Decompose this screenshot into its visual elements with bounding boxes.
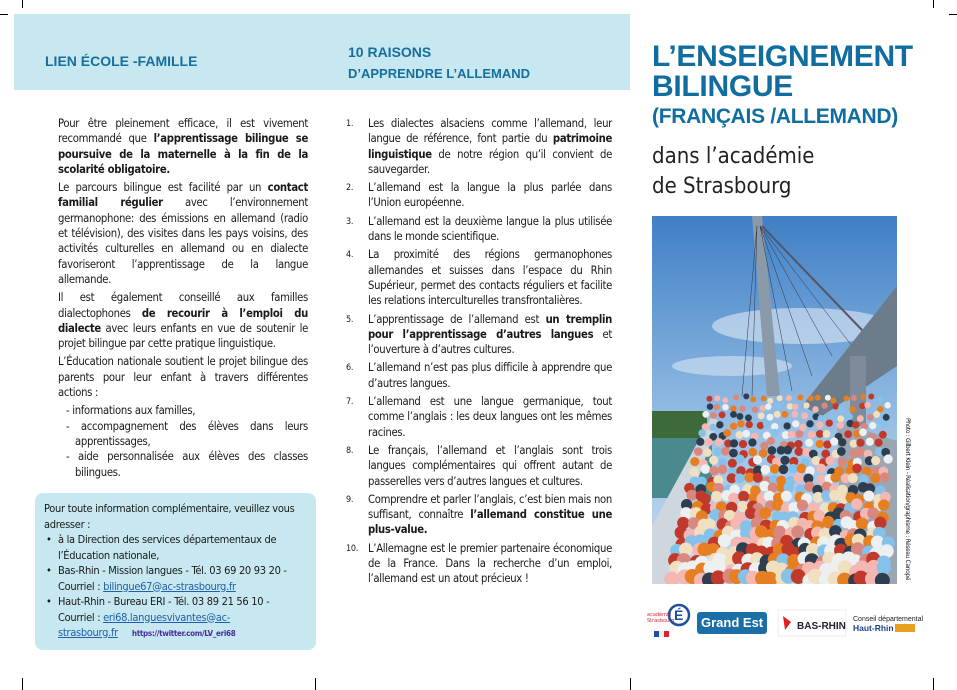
crowd-figure xyxy=(788,431,796,439)
paragraph-3: Il est également conseillé aux familles dialectophones de recourir à l’emploi du dialecte avec leurs enfants en vue de soutenir le projet bilingue par cette pratique linguistique. xyxy=(58,291,308,351)
crowd-figure xyxy=(759,507,771,519)
crowd-figure xyxy=(748,438,756,446)
crowd-figure xyxy=(786,395,792,401)
svg-text:BAS-RHIN: BAS-RHIN xyxy=(797,621,846,632)
crowd-figure xyxy=(859,428,867,436)
crowd-figure xyxy=(805,439,813,447)
crowd-figure xyxy=(728,493,739,504)
crop-mark xyxy=(630,678,631,690)
reason-item: 5. L’apprentissage de l’allemand est un tremplin pour l’apprentissage d’autres langues et l’ouverture à d’autres cultures. xyxy=(346,312,613,357)
crowd-figure xyxy=(863,491,874,502)
reason-item: 3. L’allemand est la deuxième langue la plus utilisée dans le monde scientifique. xyxy=(346,214,612,244)
crowd-figure xyxy=(788,464,798,474)
crowd-figure xyxy=(843,395,849,401)
crowd-figure xyxy=(735,473,745,483)
crowd-figure xyxy=(783,422,790,429)
crowd-figure xyxy=(737,420,744,427)
list-item: - aide personnalisée aux élèves des classes bilingues. xyxy=(66,450,308,479)
crowd-figure xyxy=(718,465,728,475)
crowd-figure xyxy=(830,398,836,404)
heading-line-1: 10 RAISONS xyxy=(348,44,432,60)
reason-number: 4. xyxy=(346,250,354,261)
bas-rhin-logo xyxy=(778,610,846,636)
section-heading-10-raisons xyxy=(348,42,530,84)
crowd-figure xyxy=(878,499,889,510)
crowd-figure xyxy=(838,438,846,446)
photo-credit: Photo : Gilbert Klein - Réalisation/graphisme : Réseau Canopé xyxy=(904,418,912,581)
crowd-figure xyxy=(750,396,756,402)
actions-list xyxy=(58,403,308,479)
crowd-figure xyxy=(794,447,803,456)
crowd-figure xyxy=(797,500,808,511)
crowd-figure xyxy=(846,413,853,420)
crop-mark xyxy=(933,0,934,8)
crowd-figure xyxy=(770,464,780,474)
crowd-figure xyxy=(857,415,864,422)
crowd-figure xyxy=(767,437,775,445)
crowd-figure xyxy=(808,431,816,439)
crowd-figure xyxy=(736,413,743,420)
crowd-figure xyxy=(761,465,771,475)
grand-est-logo xyxy=(697,612,767,634)
crowd-figure xyxy=(830,437,838,445)
crowd-figure xyxy=(713,404,719,410)
reason-number: 6. xyxy=(346,363,354,374)
title-line-2: BILINGUE xyxy=(652,70,793,103)
contact-info-box xyxy=(35,493,316,650)
crowd-figure xyxy=(764,491,775,502)
crowd-figure xyxy=(702,411,709,418)
svg-text:Strasbourg: Strasbourg xyxy=(647,618,675,624)
crowd-figure xyxy=(837,447,846,456)
subtitle-line-2: de Strasbourg xyxy=(652,174,792,199)
crowd-figure xyxy=(791,411,798,418)
crowd-figure xyxy=(730,423,737,430)
crowd-figure xyxy=(689,467,699,477)
crowd-figure xyxy=(838,457,847,466)
crowd-figure xyxy=(830,473,840,483)
lien-ecole-famille-text xyxy=(58,116,308,480)
crowd-figure xyxy=(765,403,771,409)
crowd-figure xyxy=(877,560,892,575)
crowd-figure xyxy=(866,438,874,446)
crowd-figure xyxy=(722,404,728,410)
crowd-figure xyxy=(779,465,789,475)
crowd-figure xyxy=(816,440,824,448)
title-line-3: (FRANÇAIS /ALLEMAND) xyxy=(652,105,898,128)
crowd-figure xyxy=(884,402,890,408)
crowd-figure xyxy=(823,430,831,438)
crop-mark xyxy=(22,0,23,8)
crowd-figure xyxy=(743,393,749,399)
crowd-figure xyxy=(730,405,736,411)
crowd-figure xyxy=(735,454,744,463)
crowd-figure xyxy=(767,398,773,404)
crowd-figure xyxy=(851,498,862,509)
crowd-figure xyxy=(808,395,814,401)
crowd-figure xyxy=(816,464,826,474)
crowd-figure xyxy=(757,422,764,429)
list-item: • Haut-Rhin - Bureau ERI - Tél. 03 89 21 56 10 - Courriel : eri68.languesvivantes@ac-strasbourg.fr https://twitter.com/LV_eri68 xyxy=(44,594,308,642)
crowd-figure xyxy=(739,406,745,412)
subtitle-line-1: dans l’académie xyxy=(652,144,815,169)
crowd-figure xyxy=(753,473,763,483)
reason-item: 4. La proximité des régions germanophones allemandes et suisses dans l’espace du Rhin Supérieur, permet des contacts réguliers et facilite les relations interculturelles transfrontalières. xyxy=(346,248,612,308)
haut-rhin-logo xyxy=(853,616,923,633)
list-item: - informations aux familles, xyxy=(66,404,196,418)
crop-mark xyxy=(315,678,316,690)
crowd-figure xyxy=(703,448,712,457)
crowd-figure xyxy=(719,411,726,418)
crowd-figure xyxy=(701,464,711,474)
crowd-figure xyxy=(713,447,722,456)
crowd-figure xyxy=(715,438,723,446)
crowd-figure xyxy=(711,491,722,502)
crowd-figure xyxy=(739,440,747,448)
crowd-figure xyxy=(722,397,728,403)
crowd-figure xyxy=(825,395,831,401)
crowd-figure xyxy=(781,411,788,418)
crowd-figure xyxy=(880,420,887,427)
cover-photo-children-on-bridge xyxy=(652,216,897,584)
crowd-figure xyxy=(794,473,804,483)
reason-item: 8. Le français, l’allemand et l’anglais sont trois langues complémentaires qui offrent autant de passerelles vers d’autres langues et cultures. xyxy=(346,443,612,488)
academie-strasbourg-logo xyxy=(647,605,689,637)
list-item: - accompagnement des élèves dans leurs apprentissages, xyxy=(66,419,308,448)
crowd-figure xyxy=(816,430,824,438)
crowd-figure xyxy=(879,431,887,439)
crowd-figure xyxy=(761,395,767,401)
crowd-figure xyxy=(758,412,765,419)
crowd-figure xyxy=(690,457,699,466)
crowd-figure xyxy=(837,422,844,429)
twitter-link[interactable]: https://twitter.com/LV_eri68 xyxy=(131,629,236,638)
crowd-figure xyxy=(799,424,806,431)
crowd-figure xyxy=(763,420,770,427)
crowd-figure xyxy=(709,466,719,476)
crowd-figure xyxy=(825,456,834,465)
crowd-figure xyxy=(723,429,731,437)
reason-number: 8. xyxy=(346,445,354,456)
crowd-figure xyxy=(707,403,713,409)
crowd-figure xyxy=(871,456,880,465)
crowd-figure xyxy=(852,421,859,428)
crowd-figure xyxy=(706,396,712,402)
crop-mark xyxy=(949,14,957,15)
crowd-figure xyxy=(869,422,876,429)
crowd-figure xyxy=(721,447,730,456)
crowd-figure xyxy=(714,395,720,401)
list-item: • à la Direction des services départementaux de l’Éducation nationale, xyxy=(44,532,308,563)
crowd-figure xyxy=(733,394,739,400)
reason-item: 9. Comprendre et parler l’anglais, c’est bien mais non suffisant, connaître l’allemand constitue une plus-value. xyxy=(346,492,612,537)
crowd-figure xyxy=(844,430,852,438)
crowd-figure xyxy=(728,459,737,468)
crowd-figure xyxy=(826,419,833,426)
crowd-figure xyxy=(729,449,738,458)
crowd-figure xyxy=(792,404,798,410)
crowd-figure xyxy=(736,431,744,439)
crowd-figure xyxy=(877,396,883,402)
paragraph-4: L’Éducation nationale soutient le projet bilingue des parents pour leur enfant à travers différentes actions : xyxy=(58,355,308,400)
crowd-figure xyxy=(868,393,874,399)
crowd-figure xyxy=(774,411,781,418)
crowd-figure xyxy=(698,429,706,437)
crowd-figure xyxy=(704,438,712,446)
crowd-figure xyxy=(783,446,792,455)
reason-item: 6. L’allemand n’est pas plus difficile à apprendre que d’autres langues. xyxy=(346,361,612,390)
header-band xyxy=(14,14,630,90)
paragraph-1: Pour être pleinement efficace, il est vivement recommandé que l’apprentissage bilingue se poursuive de la maternelle à la fin de la scolarité obligatoire. xyxy=(58,117,308,176)
list-item: • Bas-Rhin - Mission langues - Tél. 03 69 20 93 20 - Courriel : bilingue67@ac-strasbourg.fr xyxy=(44,563,308,594)
crowd-figure xyxy=(851,395,857,401)
email-link-haut-rhin[interactable]: eri68.languesvivantes@ac-strasbourg.fr xyxy=(58,610,231,639)
crowd-figure xyxy=(794,440,802,448)
reason-number: 10. xyxy=(346,543,358,554)
crowd-figure xyxy=(821,402,827,408)
crowd-figure xyxy=(816,421,823,428)
paragraph-2: Le parcours bilingue est facilité par un contact familial régulier avec l’environnement germanophone: des émissions en allemand (radio et télévision), des visites dans les pays voisins, des activités culturelles en allemand ou en dialecte favoriseront l’apprentissage de la langue allemande. xyxy=(58,181,308,286)
svg-text:É: É xyxy=(674,607,684,623)
crowd-figure xyxy=(767,414,774,421)
crowd-figure xyxy=(852,464,862,474)
crowd-figure xyxy=(716,421,723,428)
cover-subtitle xyxy=(652,142,814,202)
crowd-figure xyxy=(791,526,804,539)
reason-number: 1. xyxy=(346,119,354,129)
crowd-figure xyxy=(767,446,776,455)
crowd-figure xyxy=(781,491,792,502)
crowd-figure xyxy=(775,404,781,410)
crowd-figure xyxy=(792,420,799,427)
crowd-figure xyxy=(849,406,855,412)
reason-item: 1. Les dialectes alsaciens comme l’allemand, leur langue de référence, font partie du patrimoine linguistique de notre région qu’il convient de sauvegarder. xyxy=(346,117,612,176)
crowd-figure xyxy=(718,534,731,547)
crowd-figure xyxy=(880,472,890,482)
svg-text:académie: académie xyxy=(647,612,672,618)
crowd-figure xyxy=(694,447,703,456)
crowd-figure xyxy=(803,402,809,408)
heading-line-2: D’APPRENDRE L’ALLEMAND xyxy=(348,66,531,81)
crowd-figure xyxy=(709,456,718,465)
crowd-figure xyxy=(848,473,858,483)
reasons-list xyxy=(346,116,612,590)
crowd-figure xyxy=(742,430,750,438)
reason-number: 3. xyxy=(346,216,354,227)
crowd-figure xyxy=(860,394,866,400)
crop-mark xyxy=(22,678,23,690)
reason-item: 10. L’Allemagne est le premier partenaire économique de la France. Dans la recherche d’un emploi, l’allemand est un atout précieux ! xyxy=(346,541,612,586)
email-link-bas-rhin[interactable]: bilingue67@ac-strasbourg.fr xyxy=(103,579,236,593)
crowd-figure xyxy=(838,405,844,411)
crop-mark xyxy=(933,678,934,690)
crowd-figure xyxy=(710,412,717,419)
svg-text:Conseil départemental: Conseil départemental xyxy=(853,616,924,623)
svg-text:Grand Est: Grand Est xyxy=(701,615,764,630)
crowd-figure xyxy=(709,424,716,431)
reason-number: 9. xyxy=(346,494,354,505)
crowd-figure xyxy=(730,439,738,447)
svg-text:Haut-Rhin: Haut-Rhin xyxy=(853,623,894,633)
section-heading-lien-ecole-famille: LIEN ÉCOLE -FAMILLE xyxy=(45,53,198,69)
reason-number: 2. xyxy=(346,183,354,194)
crowd-figure xyxy=(748,448,757,457)
crowd-figure xyxy=(777,395,783,401)
crowd-figure xyxy=(796,430,804,438)
crowd-figure xyxy=(818,415,825,422)
crowd-figure xyxy=(873,411,880,418)
reason-item: 7. L’allemand est une langue germanique, tout comme l’anglais : les deux langues ont les mêmes racines. xyxy=(346,395,612,439)
crowd-figure xyxy=(746,421,753,428)
crowd-figure xyxy=(864,402,870,408)
crowd-figure xyxy=(870,473,880,483)
info-intro: Pour toute information complémentaire, veuillez vous adresser : xyxy=(44,502,295,531)
crowd-figure xyxy=(801,412,808,419)
crowd-figure xyxy=(780,456,789,465)
crowd-figure xyxy=(856,439,864,447)
crowd-figure xyxy=(752,406,758,412)
crowd-figure xyxy=(837,415,844,422)
crowd-figure xyxy=(771,429,779,437)
crowd-figure xyxy=(797,394,803,400)
crowd-figure xyxy=(812,406,818,412)
crowd-figure xyxy=(856,448,865,457)
crowd-figure xyxy=(738,491,749,502)
crowd-figure xyxy=(856,518,868,530)
crowd-figure xyxy=(815,395,821,401)
crowd-figure xyxy=(797,464,807,474)
crowd-figure xyxy=(730,411,737,418)
crowd-figure xyxy=(745,414,752,421)
crowd-figure xyxy=(806,420,813,427)
crowd-figure xyxy=(696,438,704,446)
reason-number: 5. xyxy=(346,314,354,325)
title-line-1: L’ENSEIGNEMENT xyxy=(652,40,913,73)
crowd-figure xyxy=(874,439,882,447)
cover-title xyxy=(652,42,913,132)
reason-item: 2. L’allemand est la langue la plus parlée dans l’Union européenne. xyxy=(346,181,612,210)
reason-number: 7. xyxy=(346,397,354,408)
partner-logos xyxy=(645,598,925,642)
crowd-figure xyxy=(867,414,874,421)
crowd-figure xyxy=(884,454,893,463)
crop-mark xyxy=(0,14,8,15)
crowd-figure xyxy=(753,455,762,464)
crowd-figure xyxy=(883,414,890,421)
